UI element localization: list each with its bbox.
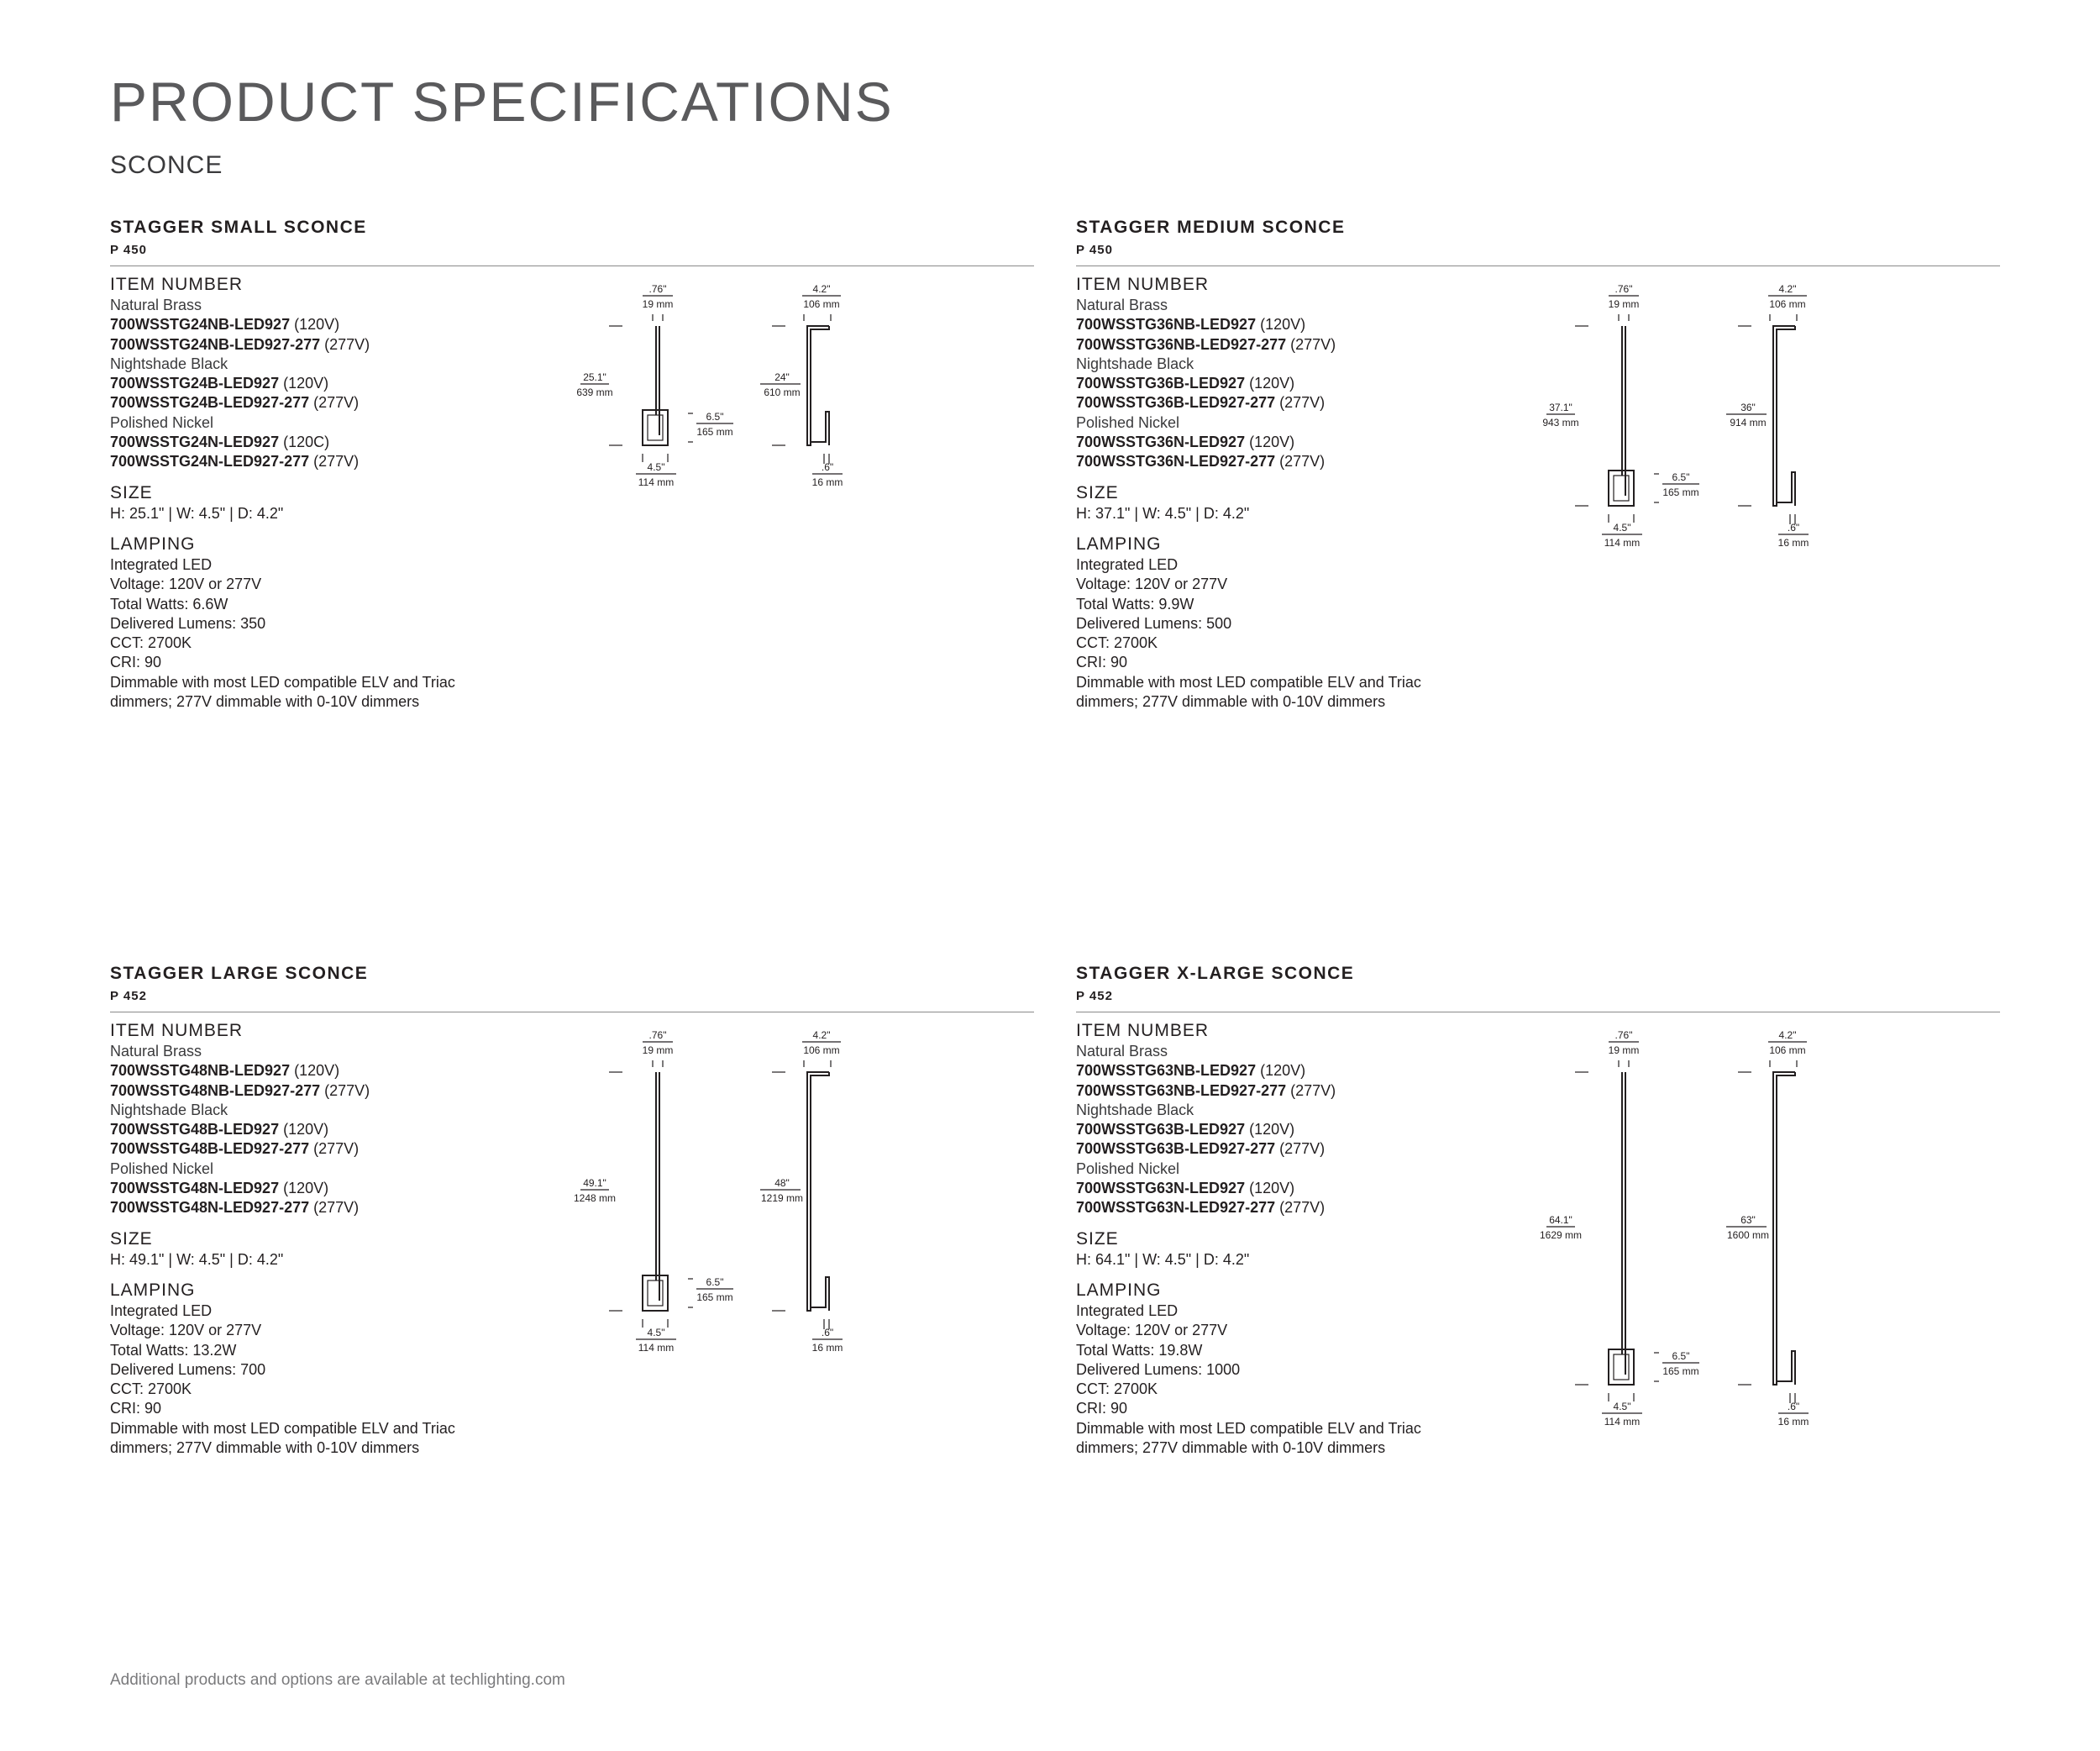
lamping-heading: LAMPING xyxy=(1076,534,1162,554)
lamping-line: Delivered Lumens: 500 xyxy=(1076,614,1232,632)
side-profile-plate xyxy=(811,1277,829,1311)
spec-list xyxy=(1076,1020,1513,1458)
item-voltage: (120V) xyxy=(1260,316,1306,334)
item-code: 700WSSTG48B-LED927 xyxy=(110,1121,280,1138)
item-row xyxy=(1076,335,1513,355)
lamping-line: dimmers; 277V dimmable with 0-10V dimmers xyxy=(1076,693,1386,711)
product-name: STAGGER X-LARGE SCONCE xyxy=(1076,964,1355,983)
finish-name: Polished Nickel xyxy=(110,1159,214,1177)
lamping-line: Voltage: 120V or 277V xyxy=(110,576,262,593)
item-row xyxy=(110,1179,547,1198)
item-code: 700WSSTG63B-LED927 xyxy=(1076,1121,1246,1138)
item-row xyxy=(110,335,547,355)
product-page-ref: P 450 xyxy=(110,243,147,257)
item-number-heading: ITEM NUMBER xyxy=(110,275,243,294)
side-profile xyxy=(807,1072,829,1311)
dim-label-box: 6.5" xyxy=(1672,1350,1690,1362)
item-row xyxy=(110,1061,547,1081)
dim-label-side-height: 24" xyxy=(774,371,790,383)
item-row xyxy=(110,374,547,393)
lamping-heading: LAMPING xyxy=(110,1280,196,1300)
item-voltage: (277V) xyxy=(313,1140,360,1158)
finish-name: Natural Brass xyxy=(1076,1043,1168,1060)
dim-label-side-height-mm: 1600 mm xyxy=(1726,1229,1770,1241)
dim-label-top-width: .76" xyxy=(1614,283,1633,295)
item-code: 700WSSTG24NB-LED927-277 xyxy=(110,335,321,353)
item-code: 700WSSTG48B-LED927-277 xyxy=(110,1140,310,1158)
dim-label-base: 4.5" xyxy=(1613,522,1631,534)
item-voltage: (277V) xyxy=(1279,1199,1326,1217)
item-code: 700WSSTG48NB-LED927 xyxy=(110,1062,291,1080)
product-name: STAGGER LARGE SCONCE xyxy=(110,964,369,983)
item-row xyxy=(110,433,547,452)
item-row xyxy=(1076,315,1513,334)
item-code: 700WSSTG36B-LED927-277 xyxy=(1076,394,1276,412)
item-code: 700WSSTG36N-LED927 xyxy=(1076,434,1246,451)
dim-label-base-mm: 114 mm xyxy=(1604,537,1641,549)
lamping-line: CCT: 2700K xyxy=(110,634,192,652)
item-row xyxy=(110,315,547,334)
lamping-line: Total Watts: 13.2W xyxy=(110,1341,237,1359)
product-panel-xlarge xyxy=(1076,965,2000,1485)
item-code: 700WSSTG63N-LED927-277 xyxy=(1076,1199,1276,1217)
side-profile xyxy=(807,326,829,445)
item-row xyxy=(1076,433,1513,452)
dim-label-base: 4.5" xyxy=(1613,1401,1631,1412)
side-profile-plate xyxy=(1777,1351,1795,1385)
side-view xyxy=(760,283,843,488)
item-code: 700WSSTG48N-LED927-277 xyxy=(110,1199,310,1217)
item-voltage: (120V) xyxy=(294,1062,340,1080)
dim-label-base-mm: 114 mm xyxy=(1604,1416,1641,1428)
base-box-inner xyxy=(1614,1354,1629,1380)
lamping-line: Voltage: 120V or 277V xyxy=(110,1322,262,1339)
item-number-heading: ITEM NUMBER xyxy=(1076,1021,1209,1040)
item-voltage: (277V) xyxy=(313,394,360,412)
item-voltage: (120V) xyxy=(283,375,329,392)
item-row xyxy=(1076,1120,1513,1139)
item-code: 700WSSTG24NB-LED927 xyxy=(110,316,291,334)
dim-label-plate: .6" xyxy=(821,461,834,473)
dim-label-depth: 4.2" xyxy=(812,1029,831,1041)
spec-list xyxy=(110,274,547,712)
lamping-line: Voltage: 120V or 277V xyxy=(1076,576,1228,593)
dim-label-height: 49.1" xyxy=(583,1177,606,1189)
item-voltage: (277V) xyxy=(1279,453,1326,471)
dim-label-height-mm: 639 mm xyxy=(576,386,613,398)
lamping-line: Dimmable with most LED compatible ELV and Triac xyxy=(110,673,455,691)
dim-label-plate-mm: 16 mm xyxy=(811,1342,843,1354)
dim-label-depth: 4.2" xyxy=(812,283,831,295)
product-name: STAGGER SMALL SCONCE xyxy=(110,218,367,237)
lamping-line: Integrated LED xyxy=(1076,555,1179,573)
item-row xyxy=(110,393,547,413)
dim-label-height: 64.1" xyxy=(1549,1214,1572,1226)
lamping-line: Total Watts: 6.6W xyxy=(110,595,228,613)
item-voltage: (120V) xyxy=(1249,1180,1295,1197)
item-code: 700WSSTG24N-LED927 xyxy=(110,434,280,451)
dim-label-depth: 4.2" xyxy=(1778,1029,1797,1041)
dim-label-plate-mm: 16 mm xyxy=(811,476,843,488)
product-panel-small xyxy=(110,218,1034,739)
side-profile-plate xyxy=(811,412,829,445)
item-row xyxy=(1076,374,1513,393)
side-view xyxy=(760,1029,843,1354)
item-voltage: (277V) xyxy=(1279,1140,1326,1158)
item-voltage: (277V) xyxy=(1290,335,1336,353)
lamping-line: Total Watts: 19.8W xyxy=(1076,1341,1203,1359)
product-page-ref: P 452 xyxy=(1076,989,1113,1003)
base-box-inner xyxy=(1614,476,1629,501)
item-number-heading: ITEM NUMBER xyxy=(1076,275,1209,294)
page-title: PRODUCT SPECIFICATIONS xyxy=(110,71,894,133)
finish-name: Polished Nickel xyxy=(1076,1159,1180,1177)
side-view xyxy=(1726,1029,1809,1428)
dim-label-height-mm: 1629 mm xyxy=(1539,1229,1583,1241)
lamping-heading: LAMPING xyxy=(110,534,196,554)
item-row xyxy=(110,1120,547,1139)
dim-label-height-mm: 1248 mm xyxy=(573,1192,617,1204)
size-value: H: 37.1" | W: 4.5" | D: 4.2" xyxy=(1076,504,1250,522)
dim-label-base-mm: 114 mm xyxy=(638,476,675,488)
front-view xyxy=(1540,1029,1699,1428)
item-row xyxy=(1076,452,1513,471)
lamping-line: Delivered Lumens: 1000 xyxy=(1076,1360,1241,1378)
size-value: H: 49.1" | W: 4.5" | D: 4.2" xyxy=(110,1250,284,1268)
item-row xyxy=(1076,1179,1513,1198)
dim-label-depth: 4.2" xyxy=(1778,283,1797,295)
lamping-line: Delivered Lumens: 350 xyxy=(110,614,266,632)
dim-label-top-width: .76" xyxy=(648,283,667,295)
dim-label-plate: .6" xyxy=(821,1327,834,1338)
dim-label-plate-mm: 16 mm xyxy=(1777,537,1809,549)
lamping-line: Dimmable with most LED compatible ELV and Triac xyxy=(110,1419,455,1437)
dim-label-side-height-mm: 610 mm xyxy=(764,386,801,398)
dim-label-box-mm: 165 mm xyxy=(1662,1365,1699,1377)
item-voltage: (120V) xyxy=(283,1180,329,1197)
side-profile xyxy=(1773,1072,1795,1385)
dim-label-base: 4.5" xyxy=(647,1327,665,1338)
page-subtitle: SCONCE xyxy=(110,151,223,179)
dim-label-top-width: .76" xyxy=(1614,1029,1633,1041)
dim-label-plate: .6" xyxy=(1787,522,1800,534)
side-profile xyxy=(1773,326,1795,506)
item-voltage: (120V) xyxy=(1249,375,1295,392)
dim-label-box: 6.5" xyxy=(706,1276,724,1288)
item-code: 700WSSTG48N-LED927 xyxy=(110,1180,280,1197)
lamping-line: CRI: 90 xyxy=(110,1400,162,1417)
item-code: 700WSSTG63NB-LED927 xyxy=(1076,1062,1257,1080)
item-voltage: (120C) xyxy=(283,434,330,451)
dim-label-side-height-mm: 1219 mm xyxy=(760,1192,804,1204)
lamping-line: CRI: 90 xyxy=(1076,654,1128,671)
base-box xyxy=(1609,471,1634,506)
product-page-ref: P 450 xyxy=(1076,243,1113,257)
lamping-line: CCT: 2700K xyxy=(1076,634,1158,652)
dim-label-base-mm: 114 mm xyxy=(638,1342,675,1354)
spec-list xyxy=(110,1020,547,1458)
lamping-line: Integrated LED xyxy=(110,555,213,573)
dim-label-top-width-mm: 19 mm xyxy=(1608,298,1640,310)
finish-name: Polished Nickel xyxy=(1076,413,1180,431)
lamping-line: Integrated LED xyxy=(1076,1301,1179,1319)
dim-label-top-width-mm: 19 mm xyxy=(642,298,674,310)
size-value: H: 25.1" | W: 4.5" | D: 4.2" xyxy=(110,504,284,522)
base-box xyxy=(643,1275,668,1311)
dim-label-depth-mm: 106 mm xyxy=(1769,298,1806,310)
dim-label-box-mm: 165 mm xyxy=(696,1291,733,1303)
dim-label-height-mm: 943 mm xyxy=(1542,417,1579,429)
item-voltage: (277V) xyxy=(313,1199,360,1217)
lamping-line: CRI: 90 xyxy=(1076,1400,1128,1417)
dim-label-height: 37.1" xyxy=(1549,402,1572,413)
lamping-heading: LAMPING xyxy=(1076,1280,1162,1300)
finish-name: Nightshade Black xyxy=(1076,355,1194,372)
item-code: 700WSSTG63NB-LED927-277 xyxy=(1076,1081,1287,1099)
product-name: STAGGER MEDIUM SCONCE xyxy=(1076,218,1346,237)
side-profile-plate xyxy=(1777,472,1795,506)
dim-label-box: 6.5" xyxy=(706,411,724,423)
finish-name: Nightshade Black xyxy=(110,355,228,372)
item-voltage: (277V) xyxy=(324,1081,370,1099)
lamping-line: CRI: 90 xyxy=(110,654,162,671)
size-heading: SIZE xyxy=(110,482,153,502)
dim-label-plate: .6" xyxy=(1787,1401,1800,1412)
size-heading: SIZE xyxy=(1076,482,1119,502)
base-box xyxy=(643,410,668,445)
item-voltage: (277V) xyxy=(1279,394,1326,412)
item-voltage: (120V) xyxy=(283,1121,329,1138)
dim-label-top-width-mm: 19 mm xyxy=(642,1044,674,1056)
item-row xyxy=(1076,1061,1513,1081)
item-voltage: (120V) xyxy=(1249,1121,1295,1138)
item-code: 700WSSTG24N-LED927-277 xyxy=(110,453,310,471)
item-code: 700WSSTG36N-LED927-277 xyxy=(1076,453,1276,471)
size-heading: SIZE xyxy=(110,1228,153,1249)
lamping-line: CCT: 2700K xyxy=(1076,1380,1158,1398)
dim-label-side-height: 36" xyxy=(1740,402,1756,413)
base-box-inner xyxy=(648,1280,663,1306)
product-page-ref: P 452 xyxy=(110,989,147,1003)
dim-label-base: 4.5" xyxy=(647,461,665,473)
item-code: 700WSSTG36NB-LED927-277 xyxy=(1076,335,1287,353)
footer-note: Additional products and options are available at techlighting.com xyxy=(110,1671,565,1689)
item-row xyxy=(1076,1081,1513,1101)
front-view xyxy=(576,283,733,488)
item-row xyxy=(1076,393,1513,413)
item-row xyxy=(110,1081,547,1101)
item-code: 700WSSTG36NB-LED927 xyxy=(1076,316,1257,334)
item-code: 700WSSTG24B-LED927-277 xyxy=(110,394,310,412)
lamping-line: dimmers; 277V dimmable with 0-10V dimmers xyxy=(1076,1439,1386,1457)
item-code: 700WSSTG63B-LED927-277 xyxy=(1076,1140,1276,1158)
dim-label-box-mm: 165 mm xyxy=(696,426,733,438)
dim-label-side-height: 48" xyxy=(774,1177,790,1189)
item-code: 700WSSTG48NB-LED927-277 xyxy=(110,1081,321,1099)
item-row xyxy=(110,1139,547,1159)
item-row xyxy=(110,452,547,471)
item-voltage: (120V) xyxy=(1260,1062,1306,1080)
front-view xyxy=(1542,283,1699,549)
item-row xyxy=(1076,1139,1513,1159)
side-view xyxy=(1726,283,1809,549)
dim-label-depth-mm: 106 mm xyxy=(803,1044,840,1056)
finish-name: Nightshade Black xyxy=(110,1101,228,1118)
dim-label-box-mm: 165 mm xyxy=(1662,486,1699,498)
item-voltage: (277V) xyxy=(313,453,360,471)
dim-label-depth-mm: 106 mm xyxy=(1769,1044,1806,1056)
product-panel-medium xyxy=(1076,218,2000,739)
dim-label-height: 25.1" xyxy=(583,371,606,383)
lamping-line: Delivered Lumens: 700 xyxy=(110,1360,266,1378)
finish-name: Natural Brass xyxy=(110,297,202,313)
lamping-line: dimmers; 277V dimmable with 0-10V dimmers xyxy=(110,1439,420,1457)
item-number-heading: ITEM NUMBER xyxy=(110,1021,243,1040)
lamping-line: Dimmable with most LED compatible ELV and Triac xyxy=(1076,1419,1421,1437)
dim-label-plate-mm: 16 mm xyxy=(1777,1416,1809,1428)
finish-name: Natural Brass xyxy=(1076,297,1168,313)
dim-label-side-height: 63" xyxy=(1740,1214,1756,1226)
finish-name: Natural Brass xyxy=(110,1043,202,1060)
item-code: 700WSSTG36B-LED927 xyxy=(1076,375,1246,392)
front-view xyxy=(574,1029,733,1354)
base-box xyxy=(1609,1349,1634,1385)
product-panel-large xyxy=(110,965,1034,1485)
item-voltage: (277V) xyxy=(1290,1081,1336,1099)
dim-label-top-width: .76" xyxy=(648,1029,667,1041)
dim-label-top-width-mm: 19 mm xyxy=(1608,1044,1640,1056)
size-heading: SIZE xyxy=(1076,1228,1119,1249)
finish-name: Polished Nickel xyxy=(110,413,214,431)
lamping-line: Voltage: 120V or 277V xyxy=(1076,1322,1228,1339)
lamping-line: Total Watts: 9.9W xyxy=(1076,595,1194,613)
item-row xyxy=(1076,1198,1513,1217)
spec-list xyxy=(1076,274,1513,712)
base-box-inner xyxy=(648,415,663,440)
item-voltage: (120V) xyxy=(1249,434,1295,451)
finish-name: Nightshade Black xyxy=(1076,1101,1194,1118)
dim-label-side-height-mm: 914 mm xyxy=(1730,417,1767,429)
dim-label-box: 6.5" xyxy=(1672,471,1690,483)
item-code: 700WSSTG24B-LED927 xyxy=(110,375,280,392)
item-row xyxy=(110,1198,547,1217)
lamping-line: CCT: 2700K xyxy=(110,1380,192,1398)
lamping-line: dimmers; 277V dimmable with 0-10V dimmers xyxy=(110,693,420,711)
item-code: 700WSSTG63N-LED927 xyxy=(1076,1180,1246,1197)
lamping-line: Dimmable with most LED compatible ELV and Triac xyxy=(1076,673,1421,691)
lamping-line: Integrated LED xyxy=(110,1301,213,1319)
size-value: H: 64.1" | W: 4.5" | D: 4.2" xyxy=(1076,1250,1250,1268)
dim-label-depth-mm: 106 mm xyxy=(803,298,840,310)
item-voltage: (277V) xyxy=(324,335,370,353)
item-voltage: (120V) xyxy=(294,316,340,334)
